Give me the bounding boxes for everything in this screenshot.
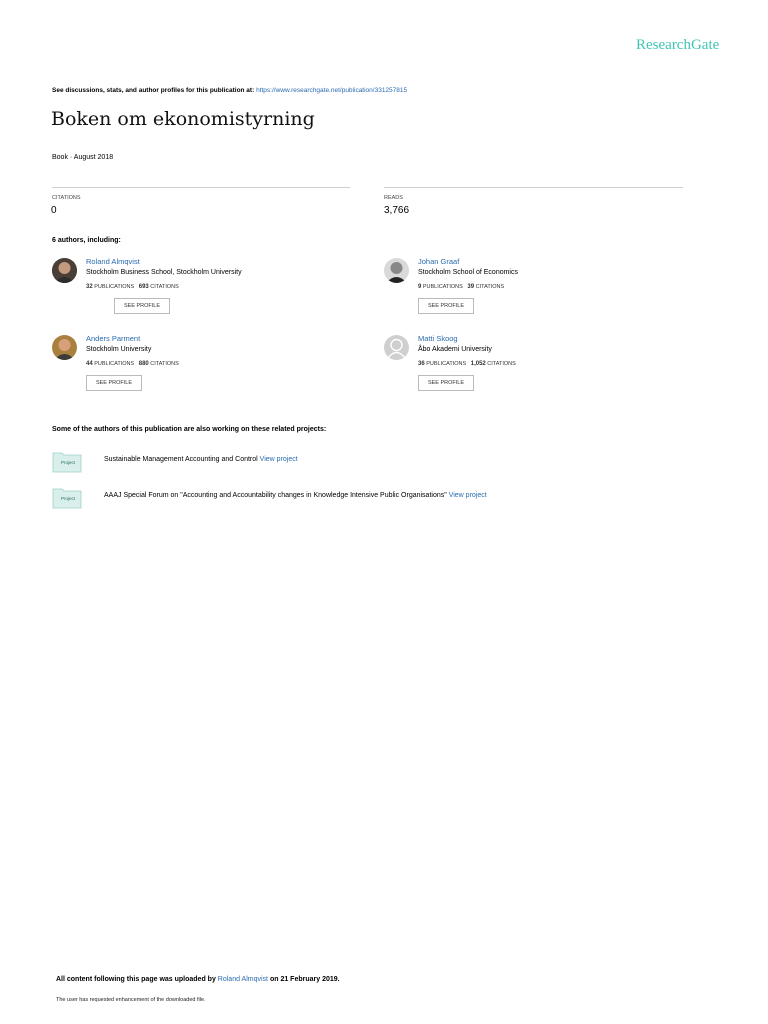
project-badge: Project — [61, 496, 76, 501]
view-project-link[interactable]: View project — [259, 456, 298, 463]
project-item — [52, 451, 752, 473]
author-institution: Stockholm School of Economics — [418, 269, 518, 276]
citations-value: 0 — [51, 205, 57, 216]
author-card — [52, 335, 352, 405]
citations-label: CITATIONS — [150, 284, 179, 290]
view-project-link[interactable]: View project — [448, 492, 487, 499]
author-institution: Stockholm Business School, Stockholm University — [86, 269, 242, 276]
project-text — [104, 492, 487, 499]
uploader-link[interactable]: Roland Almqvist — [217, 976, 268, 983]
publications-count: 32 — [86, 284, 93, 290]
person-photo-icon — [384, 258, 409, 283]
citations-label: CITATIONS — [475, 284, 505, 290]
project-title: AAAJ Special Forum on "Accounting and Accountability changes in Knowledge Intensive Public Organisations" — [104, 492, 447, 499]
author-institution: Stockholm University — [86, 346, 152, 353]
author-stats — [418, 361, 516, 367]
reads-label: READS — [384, 195, 403, 201]
author-institution: Åbo Akademi University — [418, 346, 492, 353]
author-card — [384, 258, 684, 328]
see-profile-button[interactable]: SEE PROFILE — [418, 298, 474, 314]
citations-count: 880 — [138, 361, 149, 367]
reads-value: 3,766 — [384, 205, 410, 216]
avatar[interactable] — [52, 335, 77, 360]
author-name[interactable]: Anders Parment — [86, 334, 141, 343]
person-photo-icon — [52, 335, 77, 360]
publications-label: PUBLICATIONS — [94, 361, 135, 367]
researchgate-logo[interactable]: ResearchGate — [636, 37, 720, 53]
project-badge: Project — [61, 460, 76, 465]
projects-heading: Some of the authors of this publication are also working on these related projects: — [52, 426, 327, 433]
see-profile-button[interactable]: SEE PROFILE — [86, 375, 142, 391]
citations-label: CITATIONS — [52, 195, 81, 201]
project-title: Sustainable Management Accounting and Control — [104, 456, 258, 463]
avatar[interactable] — [384, 335, 409, 360]
footer-prefix: All content following this page was uploaded by — [56, 976, 216, 983]
publications-count: 44 — [86, 361, 93, 367]
citations-divider — [52, 187, 350, 188]
author-card — [52, 258, 352, 328]
see-profile-button[interactable]: SEE PROFILE — [114, 298, 170, 314]
publications-count: 36 — [418, 361, 425, 367]
discussion-line — [52, 87, 407, 94]
citations-label: CITATIONS — [150, 361, 179, 367]
citations-count: 39 — [467, 284, 475, 290]
project-text — [104, 456, 298, 463]
project-item — [52, 487, 752, 509]
see-profile-button[interactable]: SEE PROFILE — [418, 375, 474, 391]
reads-divider — [384, 187, 683, 188]
publications-label: PUBLICATIONS — [426, 361, 467, 367]
avatar[interactable] — [52, 258, 77, 283]
default-avatar-icon — [384, 335, 409, 360]
footer-suffix: on 21 February 2019. — [269, 976, 340, 983]
publications-label: PUBLICATIONS — [94, 284, 135, 290]
author-stats — [86, 284, 179, 290]
avatar[interactable] — [384, 258, 409, 283]
author-name[interactable]: Roland Almqvist — [86, 257, 140, 266]
publications-label: PUBLICATIONS — [422, 284, 463, 290]
author-stats — [418, 284, 504, 290]
author-name[interactable]: Johan Graaf — [418, 257, 460, 266]
publication-link[interactable]: https://www.researchgate.net/publication/331257815 — [256, 87, 408, 94]
person-photo-icon — [52, 258, 77, 283]
author-name[interactable]: Matti Skoog — [418, 334, 458, 343]
citations-count: 693 — [138, 284, 149, 290]
publication-meta: Book · August 2018 — [52, 154, 114, 161]
page-title: Boken om ekonomistyrning — [51, 108, 315, 130]
footer-note: The user has requested enhancement of the downloaded file. — [56, 997, 206, 1003]
citations-label: CITATIONS — [487, 361, 516, 367]
authors-heading: 6 authors, including: — [52, 237, 121, 244]
upload-footer — [56, 976, 340, 983]
author-stats — [86, 361, 179, 367]
author-card — [384, 335, 684, 405]
discussion-prefix: See discussions, stats, and author profiles for this publication at: — [52, 87, 255, 94]
citations-count: 1,052 — [470, 361, 486, 367]
publications-count: 9 — [418, 284, 422, 290]
